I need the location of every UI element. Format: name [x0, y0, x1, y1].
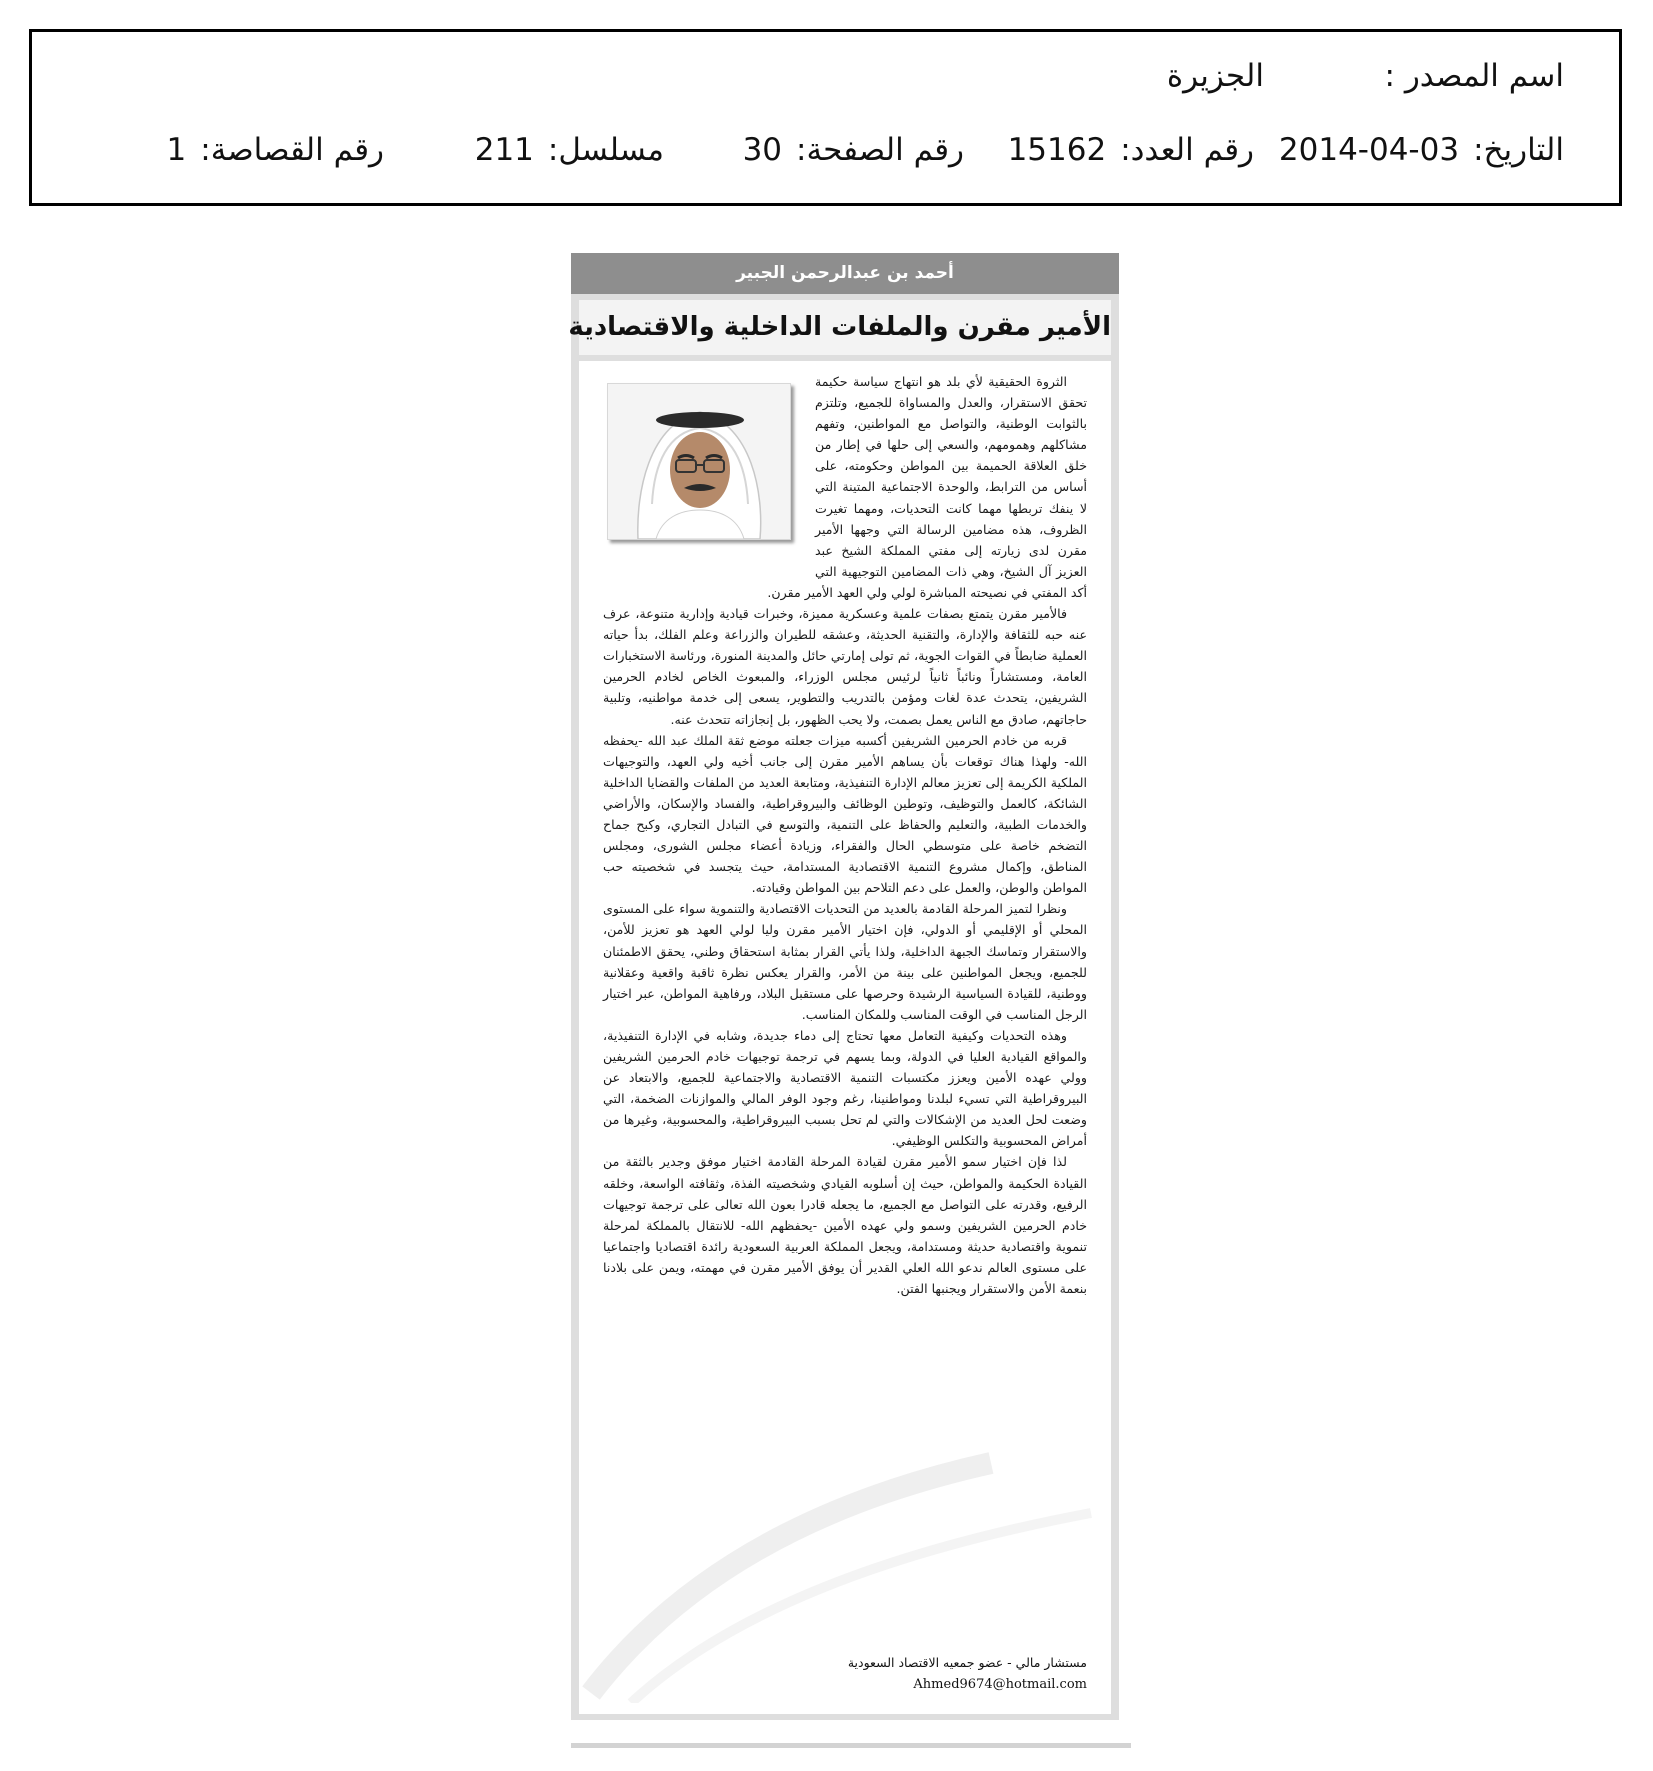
date-label: التاريخ:: [1473, 132, 1564, 168]
clip-number-label: رقم القصاصة:: [200, 132, 384, 168]
article-paragraph-1: الثروة الحقيقية لأي بلد هو انتهاج سياسة حكيمة تحقق الاستقرار، والعدل والمساواة للجميع، وتلتزم بالثوابت الوطنية، والتواصل مع المواطنين، وتفهم مشاكلهم وهمومهم، والسعي إلى حلها في إطار من خلق العلاقة الحميمة بين المواطن وحكومته، على أساس من الترابط، والوحدة الاجتماعية المتينة التي لا ينفك تربطها مهما كانت التحديات، ومهما تغيرت الظروف، هذه مضامين الرسالة التي وجهها الأمير مقرن لدى زيارته إلى مفتي المملكة الشيخ عبد العزيز آل الشيخ، وهي ذات المضامين التوجيهية التي أكد المفتي في نصيحته المباشرة لولي ولي العهد الأمير مقرن.: [767, 374, 1087, 600]
newspaper-clipping: [568, 253, 1119, 1720]
clipping-info-box: [29, 29, 1622, 206]
article-body: [579, 361, 1111, 1714]
author-bar: [571, 253, 1119, 294]
article-paragraph-3: قربه من خادم الحرمين الشريفين أكسبه ميزات جعلته موضع ثقة الملك عبد الله -يحفظه الله- ولهذا هناك توقعات بأن يساهم الأمير مقرن إلى جانب أخيه ولي العهد، والتوجيهات الملكية الكريمة إلى تعزيز معالم الإدارة التنفيذية، ومتابعة العديد من الملفات والقضايا الداخلية الشائكة، كالعمل والتوظيف، وتوطين الوظائف والبيروقراطية، والفساد والإسكان، والأراضي والخدمات الطبية، والتعليم والحفاظ على التنمية، والتوسع في التبادل التجاري، وكبح جماح التضخم خاصة على متوسطي الحال والفقراء، وزيادة أعضاء مجلس الشورى، ومجلس المناطق، وإكمال مشروع التنمية الاقتصادية المستدامة، حيث يتجسد في شخصيته حب المواطن والوطن، والعمل على دعم التلاحم بين المواطن وقيادته.: [603, 732, 1087, 896]
serial-value: 211: [474, 132, 534, 168]
date-value: 2014-04-03: [1278, 132, 1460, 168]
clip-number-field: [167, 130, 384, 170]
headline-box: [568, 300, 1111, 355]
author-email: Ahmed9674@hotmail.com: [913, 1677, 1087, 1692]
article-paragraph-5: وهذه التحديات وكيفية التعامل معها تحتاج إلى دماء جديدة، وشابه في الإدارة التنفيذية، والمواقع القيادية العليا في الدولة، وبما يسهم في ترجمة توجيهات خادم الحرمين الشريفين وولي عهده الأمين ويعزز مكتسبات التنمية الاقتصادية والاجتماعية للجميع، والابتعاد عن البيروقراطية التي تسيء لبلدنا ومواطنينا، رغم وجود الوفر المالي والموازنات الضخمة، التي وضعت لحل العديد من الإشكالات والتي لم تحل بسبب البيروقراطية، والمحسوبية، وغيرها من أمراض المحسوبية والتكلس الوظيفي.: [603, 1027, 1087, 1149]
page-field: [743, 130, 964, 170]
issue-field: [1008, 130, 1254, 170]
headline: الأمير مقرن والملفات الداخلية والاقتصادية: [568, 312, 1111, 342]
article-paragraph-4: ونظرا لتميز المرحلة القادمة بالعديد من التحديات الاقتصادية والتنموية سواء على المستوى المحلي أو الإقليمي أو الدولي، فإن اختيار الأمير مقرن وليا لولي العهد هو تعزيز للأمن، والاستقرار وتماسك الجبهة الداخلية، ولذا يأتي القرار بمثابة استحقاق وطني، يحقق الاطمئنان للجميع، ويجعل المواطنين على بينة من الأمر، والقرار يعكس نظرة ثاقبة واقعية وعقلانية ووطنية، للقيادة السياسية الرشيدة وحرصها على مستقبل البلاد، ورفاهية المواطن، عبر اختيار الرجل المناسب في الوقت المناسب وللمكان المناسب.: [603, 901, 1087, 1022]
article-text: [603, 371, 1087, 1299]
author-role: مستشار مالي - عضو جمعيه الاقتصاد السعودية: [847, 1655, 1087, 1670]
source-value: الجزيرة: [1166, 58, 1264, 94]
issue-value: 15162: [1007, 132, 1107, 168]
clip-number-value: 1: [166, 132, 187, 168]
issue-label: رقم العدد:: [1120, 132, 1254, 168]
article-paragraph-6: لذا فإن اختيار سمو الأمير مقرن لقيادة المرحلة القادمة اختيار موفق وجدير بالثقة من القيادة الحكيمة والمواطن، حيث إن أسلوبه القيادي وشخصيته الفذة، وثقافته الواسعة، وخلقه الرفيع، وقدرته على التواصل مع الجميع، ما يجعله قادرا بعون الله تعالى على ترجمة توجيهات خادم الحرمين الشريفين وسمو ولي عهده الأمين -يحفظهم الله- للانتقال بالمملكة لمرحلة تنموية واقتصادية حديثة ومستدامة، ويجعل المملكة العربية السعودية رائدة اقتصاديا واجتماعيا على مستوى العالم ندعو الله العلي القدير أن يوفق الأمير مقرن في مهمته، ويمن على بلادنا بنعمة الأمن والاستقرار ويجنبها الفتن.: [603, 1154, 1087, 1297]
page-value: 30: [742, 132, 783, 168]
article-paragraph-2: فالأمير مقرن يتمتع بصفات علمية وعسكرية مميزة، وخبرات قيادية وإدارية متنوعة، عرف عنه حبه للثقافة والإدارة، والتقنية الحديثة، وعشقه للطيران والزراعة وعلم الفلك، بدأ حياته العملية ضابطاً في القوات الجوية، ثم تولى إمارتي حائل والمدينة المنورة، ورئاسة الاستخبارات العامة، ومستشاراً ونائباً ثانياً لرئيس مجلس الوزراء، والمبعوث الخاص لخادم الحرمين الشريفين، يتحدث عدة لغات ومؤمن بالتدريب والتطوير، يسعى إلى خدمة مواطنيه، وتلبية حاجاتهم، صادق مع الناس يعمل بصمت، ولا يحب الظهور، بل إنجازاته تتحدث عنه.: [603, 606, 1087, 727]
photo-spacer: [603, 371, 815, 571]
author-signature: [603, 1652, 1087, 1696]
serial-field: [475, 130, 664, 170]
author-name: أحمد بن عبدالرحمن الجبير: [736, 263, 954, 283]
source-label: اسم المصدر :: [1384, 58, 1564, 94]
date-field: [1279, 130, 1564, 170]
serial-label: مسلسل:: [547, 132, 664, 168]
page-label: رقم الصفحة:: [796, 132, 964, 168]
